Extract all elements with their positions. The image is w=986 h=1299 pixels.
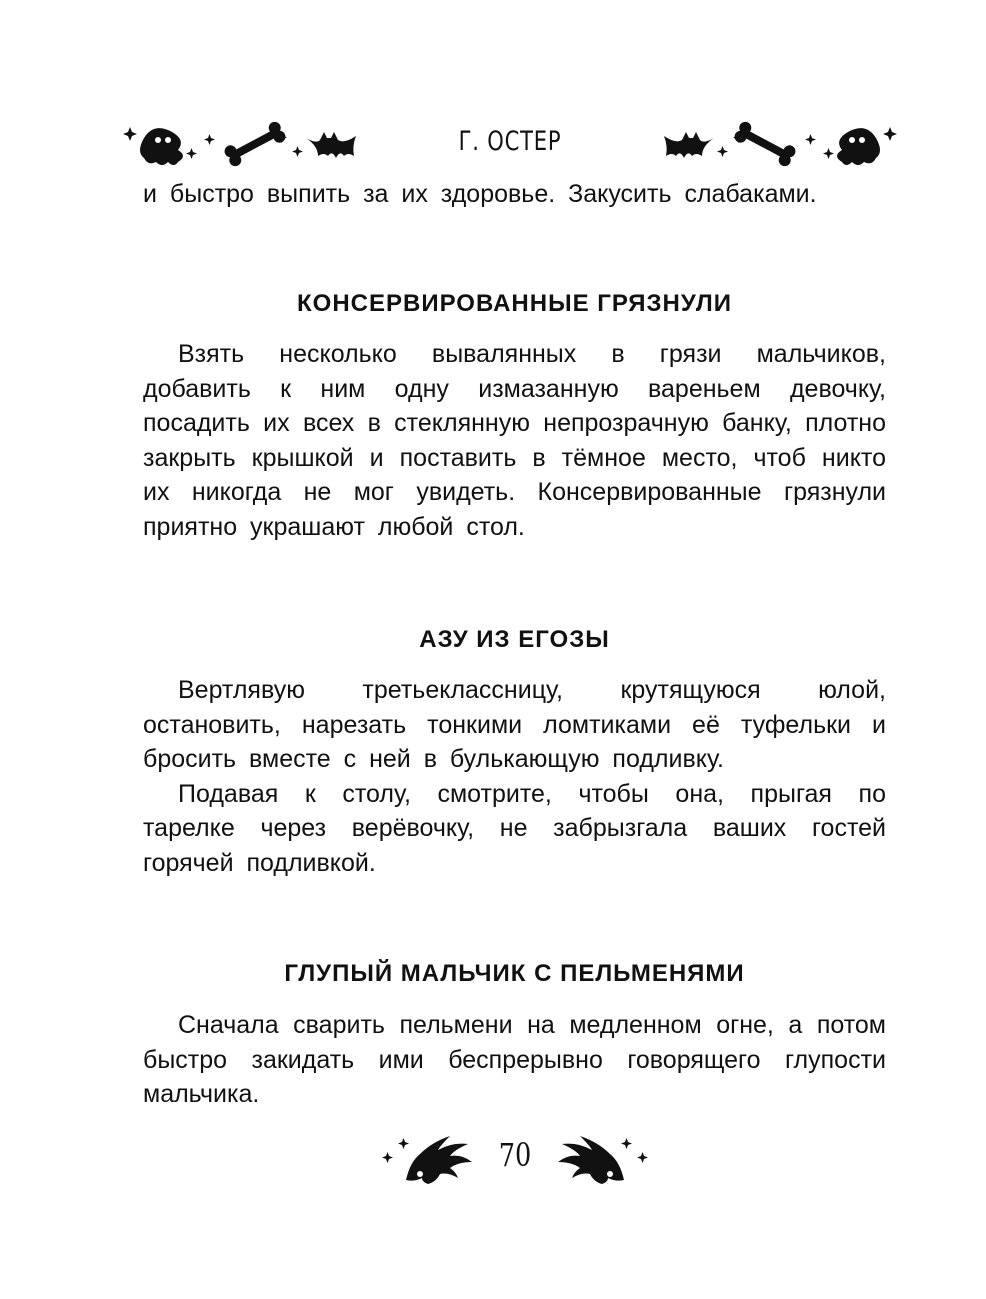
page-footer: [380, 1128, 650, 1188]
paragraph: и быстро выпить за их здоровье. Закусить слабаками.: [143, 180, 817, 208]
claw-hand-icon: [550, 1128, 650, 1188]
running-header: [120, 118, 900, 174]
paragraph: Взять несколько вывалянных в грязи мальчиков, добавить к ним одну измазанную вареньем девочку, посадить их всех в стеклянную непрозрачную банку, плотно закрыть крышкой и поставить в тёмное место, чтоб никто их никогда не мог увидеть. Консервированные грязнули приятно украшают любой стол.: [143, 340, 886, 541]
section-body-1: [143, 337, 886, 544]
paragraph: Подавая к столу, смотрите, чтобы она, прыгая по тарелке через верёвочку, не забрызгала ваших гостей горячей подливкой.: [143, 779, 886, 877]
section-title: АЗУ ИЗ ЕГОЗЫ: [419, 626, 610, 653]
bat-bone-ghost-ornament-icon: [660, 118, 900, 170]
section-title: ГЛУПЫЙ МАЛЬЧИК С ПЕЛЬМЕНЯМИ: [284, 960, 745, 987]
paragraph: Вертлявую третьеклассницу, крутящуюся юлой, остановить, нарезать тонкими ломтиками её туфельки и бросить вместе с ней в булькающую подливку.: [143, 676, 886, 773]
section-body-2: [143, 673, 886, 880]
paragraph: Сначала сварить пельмени на медленном огне, а потом быстро закидать ими беспрерывно говорящего глупости мальчика.: [143, 1011, 886, 1108]
page-number: 70: [498, 1136, 532, 1174]
continuation-text: [143, 177, 886, 212]
section-title: КОНСЕРВИРОВАННЫЕ ГРЯЗНУЛИ: [297, 290, 732, 317]
section-body-3: [143, 1008, 886, 1112]
running-header-author: Г. ОСТЕР: [458, 126, 562, 157]
